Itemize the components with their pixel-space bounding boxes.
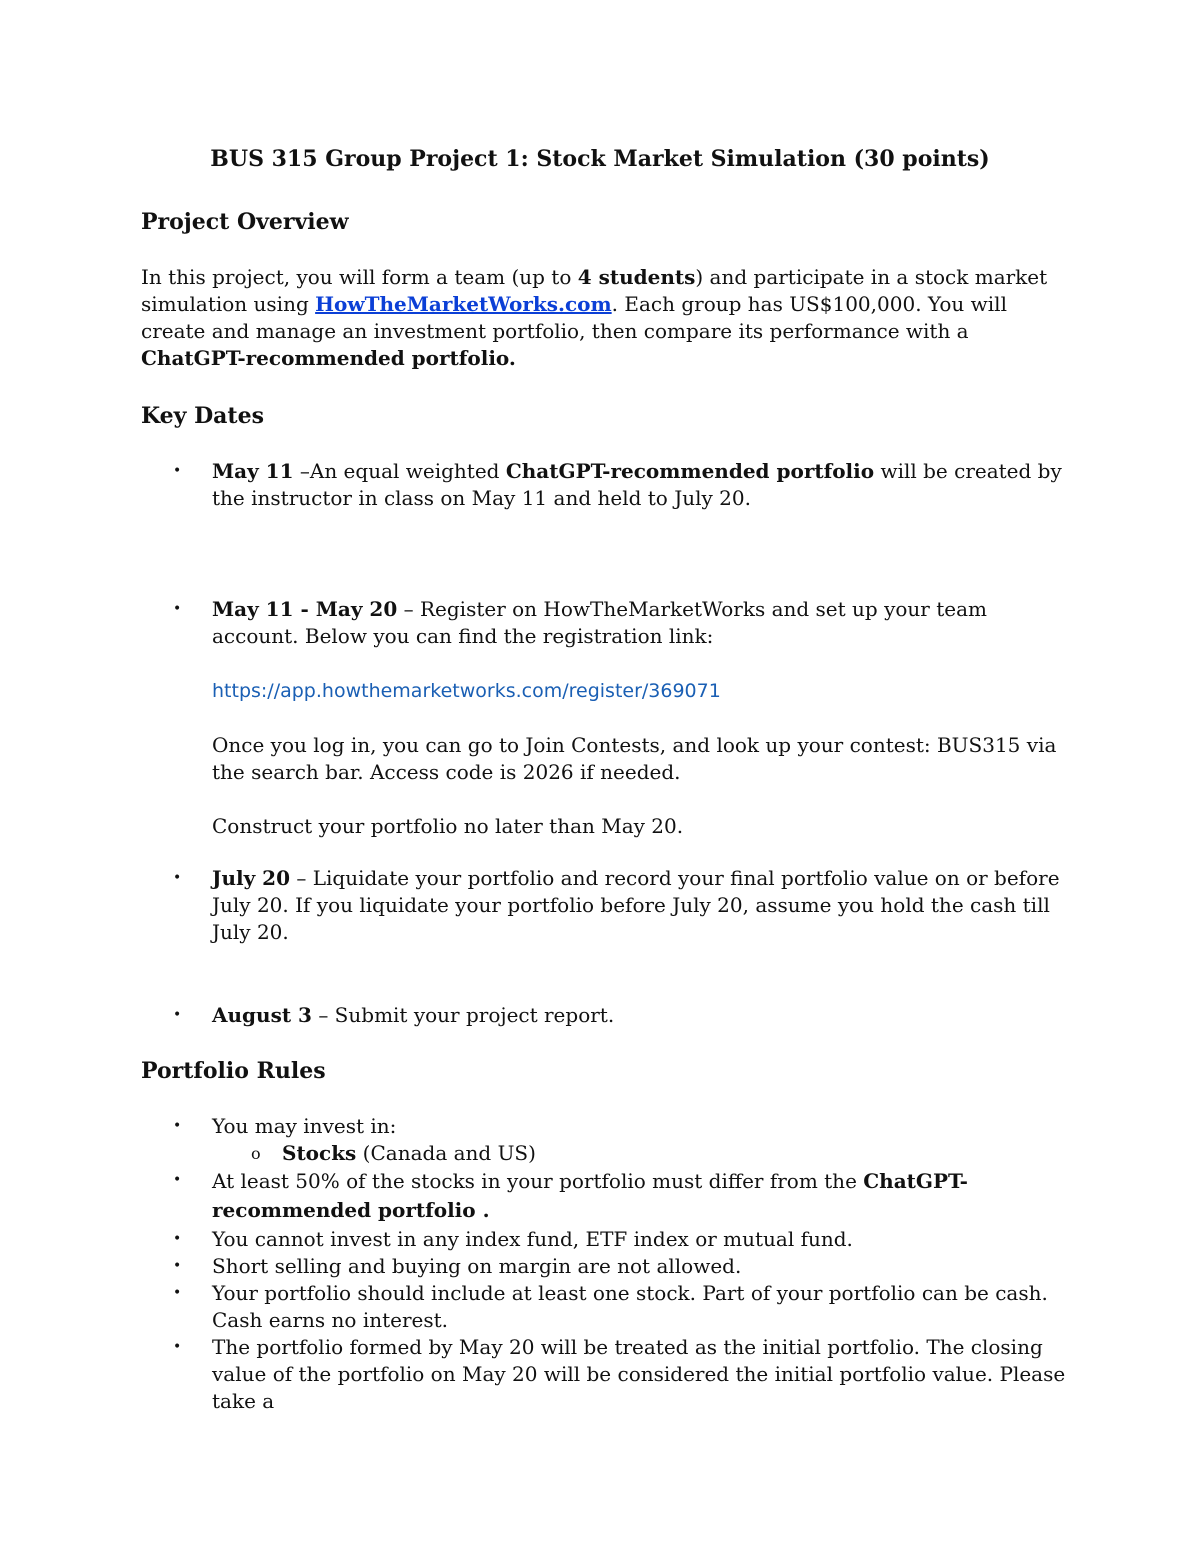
bullet-icon: •	[173, 1258, 182, 1274]
text: At least 50% of the stocks in your portfolio must differ from the	[212, 1169, 864, 1193]
rule-text: You cannot invest in any index fund, ETF index or mutual fund.	[212, 1227, 853, 1251]
text: –An equal weighted	[293, 459, 506, 483]
construct-deadline: Construct your portfolio no later than May 20.	[212, 814, 684, 838]
bullet-icon: •	[173, 601, 182, 617]
bullet-icon: •	[173, 1172, 182, 1188]
rule-text: You may invest in:	[212, 1114, 397, 1138]
text: – Liquidate your portfolio and record your final portfolio value on or before July 20. If you liquidate your portfolio before July 20, assume you hold the cash till July 20.	[212, 866, 1060, 944]
overview-text-3: . Each group has US$100,000. You will create and manage an investment portfolio, then compare its performance with a	[141, 292, 1007, 343]
chatgpt-portfolio-term: ChatGPT-recommended portfolio.	[141, 346, 516, 370]
sub-bullet-icon: o	[251, 1144, 261, 1163]
bullet-icon: •	[173, 870, 182, 886]
rule-text: Your portfolio should include at least one stock. Part of your portfolio can be cash. Cash earns no interest.	[212, 1281, 1048, 1332]
date-label: July 20	[212, 866, 291, 890]
overview-paragraph	[141, 264, 1071, 372]
text: – Submit your project report.	[311, 1003, 615, 1027]
team-size: 4 students	[577, 265, 696, 289]
stocks-term: Stocks	[282, 1141, 357, 1165]
chatgpt-portfolio-term: ChatGPT-recommended portfolio	[505, 459, 875, 483]
text: will be created by the instructor in class on May 11 and held to July 20.	[212, 459, 1062, 510]
bullet-icon: •	[173, 1339, 182, 1355]
howthemarketworks-link[interactable]: HowTheMarketWorks.com	[315, 292, 612, 316]
heading-key-dates: Key Dates	[141, 403, 264, 429]
chatgpt-portfolio-term: ChatGPT-recommended portfolio .	[212, 1169, 968, 1222]
heading-project-overview: Project Overview	[141, 209, 349, 235]
overview-text-1: In this project, you will form a team (up to	[141, 265, 578, 289]
registration-link[interactable]: https://app.howthemarketworks.com/register/369071	[212, 680, 721, 702]
text: – Register on HowTheMarketWorks and set up your team account. Below you can find the registration link:	[212, 597, 987, 648]
text: (Canada and US)	[356, 1141, 536, 1165]
rule-text: The portfolio formed by May 20 will be treated as the initial portfolio. The closing value of the portfolio on May 20 will be considered the initial portfolio value. Please take a	[212, 1335, 1066, 1413]
overview-text-2: ) and participate in a stock market simulation using	[141, 265, 1048, 316]
bullet-icon: •	[173, 1118, 182, 1134]
date-label: August 3	[212, 1003, 312, 1027]
date-label: May 11	[212, 459, 294, 483]
rule-text: Short selling and buying on margin are not allowed.	[212, 1254, 742, 1278]
heading-portfolio-rules: Portfolio Rules	[141, 1058, 326, 1084]
date-label: May 11 - May 20	[212, 597, 398, 621]
bullet-icon: •	[173, 1231, 182, 1247]
bullet-icon: •	[173, 463, 182, 479]
bullet-icon: •	[173, 1285, 182, 1301]
login-instructions: Once you log in, you can go to Join Contests, and look up your contest: BUS315 via the search bar. Access code is 2026 if needed.	[212, 733, 1057, 784]
document-title: BUS 315 Group Project 1: Stock Market Simulation (30 points)	[210, 146, 990, 172]
bullet-icon: •	[173, 1007, 182, 1023]
